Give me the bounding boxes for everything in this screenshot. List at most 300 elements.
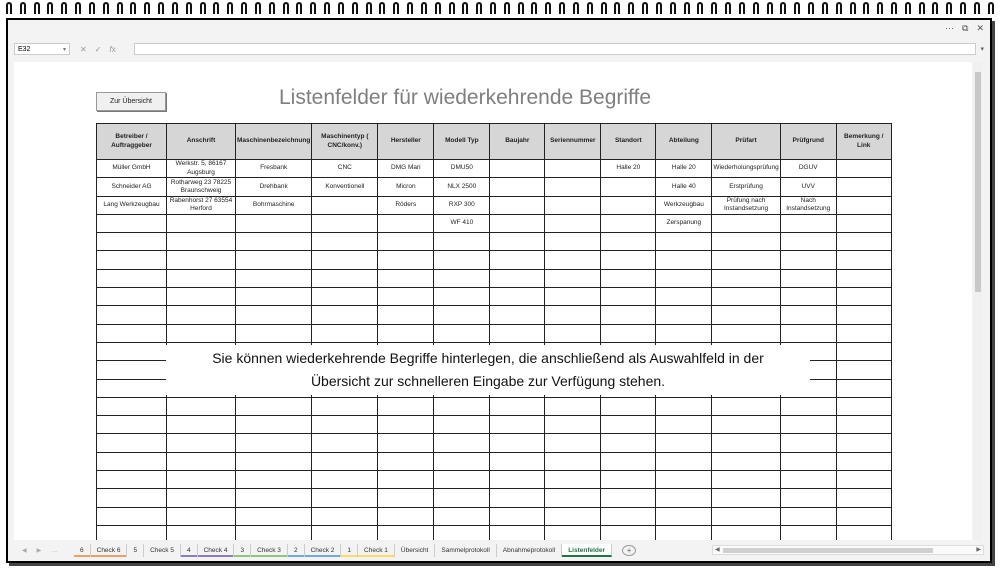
table-cell[interactable] (656, 288, 712, 306)
table-cell[interactable] (490, 525, 545, 540)
table-cell[interactable]: Zerspanung (656, 214, 712, 232)
restore-icon[interactable]: ⧉ (962, 23, 969, 33)
column-header[interactable]: Prüfgrund (780, 124, 836, 160)
table-cell[interactable] (601, 471, 656, 489)
table-cell[interactable] (97, 306, 167, 324)
table-cell[interactable] (167, 306, 236, 324)
table-cell[interactable] (545, 489, 601, 507)
table-cell[interactable] (656, 324, 712, 342)
table-cell[interactable] (545, 233, 601, 251)
table-cell[interactable] (601, 489, 656, 507)
sheet-tab[interactable] (127, 544, 144, 557)
sheet-tab[interactable] (435, 544, 496, 557)
sheet-tab[interactable] (181, 544, 198, 557)
sheet-tab[interactable] (395, 544, 435, 557)
table-cell[interactable] (97, 379, 167, 397)
table-cell[interactable] (434, 471, 490, 489)
table-cell[interactable]: DMU50 (434, 160, 490, 178)
table-cell[interactable] (378, 251, 434, 269)
info-line-1: Sie können wiederkehrende Begriffe hinterlegen, die anschließend als Auswahlfeld in der (212, 350, 764, 366)
table-cell[interactable] (490, 507, 545, 525)
table-cell[interactable]: Rabenhorst 27 63554 Herford (167, 196, 236, 214)
table-cell[interactable]: Fresbank (236, 160, 312, 178)
table-cell[interactable] (836, 397, 891, 415)
table-cell[interactable] (836, 160, 891, 178)
table-cell[interactable] (656, 471, 712, 489)
table-cell[interactable] (97, 525, 167, 540)
table-cell[interactable] (656, 416, 712, 434)
table-cell[interactable] (545, 288, 601, 306)
column-header[interactable]: Bemerkung / Link (836, 124, 891, 160)
table-cell[interactable]: Röders (378, 196, 434, 214)
table-cell[interactable] (97, 214, 167, 232)
table-cell[interactable] (167, 452, 236, 470)
column-header[interactable]: Betreiber / Auftraggeber (97, 124, 167, 160)
table-cell[interactable] (378, 489, 434, 507)
x-icon[interactable]: ✕ (80, 44, 87, 54)
scroll-thumb[interactable] (975, 72, 981, 292)
table-cell[interactable] (97, 342, 167, 360)
table-cell[interactable] (97, 324, 167, 342)
table-cell[interactable] (434, 452, 490, 470)
name-box[interactable] (14, 43, 70, 55)
table-cell[interactable] (97, 288, 167, 306)
table-cell[interactable] (236, 397, 312, 415)
table-cell[interactable] (712, 507, 780, 525)
table-cell[interactable] (167, 251, 236, 269)
vertical-scrollbar[interactable] (974, 62, 982, 540)
table-cell[interactable] (656, 434, 712, 452)
table-cell[interactable] (490, 489, 545, 507)
table-cell[interactable] (545, 306, 601, 324)
table-cell[interactable] (601, 196, 656, 214)
table-cell[interactable] (601, 507, 656, 525)
table-cell[interactable] (97, 434, 167, 452)
table-cell[interactable] (97, 452, 167, 470)
table-cell[interactable] (434, 306, 490, 324)
table-cell[interactable] (545, 452, 601, 470)
sheet-tab[interactable] (562, 544, 612, 557)
horizontal-scrollbar[interactable] (712, 545, 984, 555)
binding-ring (352, 2, 358, 14)
table-cell[interactable] (656, 507, 712, 525)
info-textbox[interactable] (166, 345, 810, 395)
sheet-tab[interactable] (91, 544, 128, 557)
table-cell[interactable] (312, 306, 378, 324)
table-cell[interactable] (656, 525, 712, 540)
table-cell[interactable] (656, 233, 712, 251)
table-cell[interactable] (167, 525, 236, 540)
table-cell[interactable] (712, 214, 780, 232)
table-cell[interactable]: Halle 20 (656, 160, 712, 178)
table-cell[interactable] (836, 525, 891, 540)
table-cell[interactable] (378, 507, 434, 525)
table-cell[interactable] (490, 214, 545, 232)
table-cell[interactable] (236, 269, 312, 287)
table-cell[interactable]: Werkstr. 5, 86167 Augsburg (167, 160, 236, 178)
table-cell[interactable] (601, 397, 656, 415)
column-header[interactable]: Hersteller (378, 124, 434, 160)
table-cell[interactable] (490, 233, 545, 251)
formula-input[interactable] (134, 43, 976, 55)
table-cell[interactable] (490, 434, 545, 452)
expand-formula-icon[interactable]: ▾ (980, 46, 984, 53)
table-cell[interactable] (712, 324, 780, 342)
table-cell[interactable] (712, 233, 780, 251)
table-cell[interactable]: Lang Werkzeugbau (97, 196, 167, 214)
table-cell[interactable] (656, 306, 712, 324)
tab-prev-icon[interactable]: ◀ (22, 548, 27, 554)
table-cell[interactable] (712, 397, 780, 415)
table-cell[interactable] (780, 416, 836, 434)
table-cell[interactable] (780, 288, 836, 306)
column-header[interactable]: Baujahr (490, 124, 545, 160)
table-cell[interactable] (236, 525, 312, 540)
column-header[interactable]: Seriennummer (545, 124, 601, 160)
table-cell[interactable] (601, 416, 656, 434)
table-cell[interactable] (780, 434, 836, 452)
tab-color-stripe (234, 555, 250, 557)
table-cell[interactable] (312, 233, 378, 251)
table-cell[interactable] (836, 324, 891, 342)
table-cell[interactable] (780, 306, 836, 324)
table-cell[interactable]: Rotharweg 23 78225 Braunschweig (167, 178, 236, 196)
table-cell[interactable] (378, 452, 434, 470)
column-header[interactable]: Maschinenbezeichnung (236, 124, 312, 160)
table-cell[interactable] (601, 306, 656, 324)
scroll-right-icon[interactable]: ▶ (976, 547, 981, 553)
table-cell[interactable] (236, 507, 312, 525)
table-cell[interactable]: Prüfung nach Instandsetzung (712, 196, 780, 214)
table-cell[interactable] (378, 471, 434, 489)
table-cell[interactable] (97, 233, 167, 251)
table-cell[interactable] (836, 288, 891, 306)
table-cell[interactable] (836, 489, 891, 507)
table-cell[interactable] (836, 178, 891, 196)
table-cell[interactable] (712, 269, 780, 287)
table-cell[interactable] (601, 233, 656, 251)
table-cell[interactable] (656, 269, 712, 287)
table-cell[interactable] (434, 525, 490, 540)
table-cell[interactable] (167, 214, 236, 232)
binding-ring (725, 2, 731, 14)
table-cell[interactable] (780, 525, 836, 540)
table-cell[interactable]: DGUV (780, 160, 836, 178)
table-cell[interactable] (780, 251, 836, 269)
h-scroll-thumb[interactable] (723, 548, 933, 553)
table-cell[interactable] (545, 397, 601, 415)
table-cell[interactable] (312, 397, 378, 415)
table-cell[interactable] (312, 324, 378, 342)
table-cell[interactable] (836, 306, 891, 324)
table-cell[interactable] (97, 251, 167, 269)
table-cell[interactable] (378, 214, 434, 232)
table-cell[interactable] (601, 269, 656, 287)
table-cell[interactable] (836, 452, 891, 470)
table-cell[interactable] (167, 324, 236, 342)
tab-next-icon[interactable]: ▶ (36, 548, 42, 554)
table-cell[interactable] (780, 214, 836, 232)
table-cell[interactable] (167, 471, 236, 489)
table-cell[interactable] (312, 471, 378, 489)
table-cell[interactable] (780, 269, 836, 287)
sheet-tab[interactable] (234, 544, 251, 557)
table-cell[interactable] (545, 434, 601, 452)
table-cell[interactable]: DMG Mari (378, 160, 434, 178)
table-cell[interactable] (236, 324, 312, 342)
table-cell[interactable] (780, 233, 836, 251)
binding-ring (946, 2, 952, 14)
table-cell[interactable] (434, 251, 490, 269)
table-cell[interactable]: Müller GmbH (97, 160, 167, 178)
table-cell[interactable] (434, 489, 490, 507)
table-cell[interactable] (490, 471, 545, 489)
table-cell[interactable]: RXP 300 (434, 196, 490, 214)
table-cell[interactable] (97, 269, 167, 287)
table-cell[interactable] (434, 269, 490, 287)
table-cell[interactable] (836, 269, 891, 287)
table-cell[interactable] (545, 471, 601, 489)
binding-ring (407, 2, 413, 14)
table-cell[interactable]: Halle 20 (601, 160, 656, 178)
table-cell[interactable] (545, 160, 601, 178)
table-cell[interactable] (490, 196, 545, 214)
table-cell[interactable] (236, 233, 312, 251)
column-header[interactable]: Maschinentyp ( CNC/konv.) (312, 124, 378, 160)
table-cell[interactable] (656, 397, 712, 415)
table-cell[interactable] (378, 525, 434, 540)
table-cell[interactable]: NLX 2500 (434, 178, 490, 196)
table-cell[interactable] (780, 489, 836, 507)
table-cell[interactable]: WF 410 (434, 214, 490, 232)
sheet-tab[interactable] (305, 544, 342, 557)
table-cell[interactable] (712, 288, 780, 306)
table-cell[interactable] (434, 288, 490, 306)
fx-icon[interactable]: fx (109, 44, 116, 54)
table-cell[interactable] (836, 196, 891, 214)
table-cell[interactable] (312, 214, 378, 232)
table-cell[interactable] (434, 397, 490, 415)
table-cell[interactable] (545, 269, 601, 287)
table-cell[interactable] (836, 434, 891, 452)
column-header[interactable]: Anschrift (167, 124, 236, 160)
table-cell[interactable] (601, 214, 656, 232)
sheet-tab[interactable] (497, 544, 562, 557)
column-header[interactable]: Abteilung (656, 124, 712, 160)
table-cell[interactable] (236, 251, 312, 269)
table-cell[interactable] (434, 324, 490, 342)
table-cell[interactable] (378, 269, 434, 287)
table-cell[interactable] (167, 489, 236, 507)
sheet-tab[interactable] (198, 544, 235, 557)
table-cell[interactable] (378, 434, 434, 452)
table-cell[interactable]: Schneider AG (97, 178, 167, 196)
table-cell[interactable] (490, 306, 545, 324)
table-cell[interactable] (545, 196, 601, 214)
table-cell[interactable] (490, 269, 545, 287)
table-cell[interactable] (236, 288, 312, 306)
table-cell[interactable] (97, 416, 167, 434)
table-cell[interactable] (712, 452, 780, 470)
table-cell[interactable] (656, 452, 712, 470)
more-options-icon[interactable]: ··· (945, 23, 955, 33)
table-cell[interactable] (167, 397, 236, 415)
table-cell[interactable]: Halle 40 (656, 178, 712, 196)
table-cell[interactable] (434, 434, 490, 452)
column-header[interactable]: Modell Typ (434, 124, 490, 160)
table-cell[interactable] (490, 288, 545, 306)
table-cell[interactable] (601, 434, 656, 452)
table-cell[interactable] (378, 416, 434, 434)
table-cell[interactable] (167, 269, 236, 287)
table-cell[interactable] (545, 251, 601, 269)
table-cell[interactable] (545, 214, 601, 232)
table-cell[interactable] (97, 361, 167, 379)
table-cell[interactable] (312, 525, 378, 540)
table-cell[interactable] (312, 288, 378, 306)
table-cell[interactable]: Wiederholungsprüfung (712, 160, 780, 178)
sheet-tab[interactable] (251, 544, 288, 557)
table-cell[interactable] (656, 489, 712, 507)
sheet-tab[interactable] (144, 544, 181, 557)
table-cell[interactable] (378, 397, 434, 415)
table-cell[interactable] (780, 507, 836, 525)
table-cell[interactable]: Konventionell (312, 178, 378, 196)
table-cell[interactable] (601, 288, 656, 306)
check-icon[interactable]: ✓ (94, 44, 102, 54)
table-cell[interactable] (712, 434, 780, 452)
table-cell[interactable] (712, 306, 780, 324)
table-cell[interactable] (490, 397, 545, 415)
table-cell[interactable] (836, 214, 891, 232)
table-cell[interactable] (490, 452, 545, 470)
table-cell[interactable] (836, 361, 891, 379)
table-cell[interactable] (312, 507, 378, 525)
table-cell[interactable] (545, 416, 601, 434)
table-cell[interactable] (434, 507, 490, 525)
table-cell[interactable] (434, 233, 490, 251)
table-cell[interactable] (836, 507, 891, 525)
table-cell[interactable] (378, 324, 434, 342)
table-cell[interactable]: Nach Instandsetzung (780, 196, 836, 214)
table-cell[interactable] (312, 452, 378, 470)
table-cell[interactable]: CNC (312, 160, 378, 178)
table-cell[interactable] (780, 452, 836, 470)
table-cell[interactable] (312, 251, 378, 269)
table-cell[interactable] (312, 489, 378, 507)
table-cell[interactable]: Bohrmaschine (236, 196, 312, 214)
table-cell[interactable]: Micron (378, 178, 434, 196)
table-cell[interactable] (167, 434, 236, 452)
table-cell[interactable] (836, 471, 891, 489)
column-header[interactable]: Standort (601, 124, 656, 160)
close-icon[interactable]: ✕ (976, 23, 984, 33)
table-cell[interactable] (490, 178, 545, 196)
table-cell[interactable] (167, 233, 236, 251)
table-row (97, 251, 892, 269)
table-cell[interactable] (97, 397, 167, 415)
table-cell[interactable] (167, 288, 236, 306)
table-cell[interactable] (712, 525, 780, 540)
table-cell[interactable] (236, 214, 312, 232)
table-cell[interactable] (378, 306, 434, 324)
table-cell[interactable] (712, 489, 780, 507)
table-cell[interactable] (434, 416, 490, 434)
table-cell[interactable] (836, 251, 891, 269)
table-cell[interactable] (836, 342, 891, 360)
table-cell[interactable] (545, 178, 601, 196)
table-cell[interactable] (97, 507, 167, 525)
table-cell[interactable] (601, 452, 656, 470)
sheet-tab-label: Check 2 (310, 547, 335, 554)
worksheet[interactable] (14, 62, 972, 540)
table-cell[interactable] (712, 251, 780, 269)
sheet-tab[interactable] (288, 544, 305, 557)
scroll-left-icon[interactable]: ◀ (715, 547, 720, 553)
table-cell[interactable] (312, 416, 378, 434)
table-cell[interactable] (490, 416, 545, 434)
table-cell[interactable] (97, 489, 167, 507)
table-cell[interactable]: Erstprüfung (712, 178, 780, 196)
table-cell[interactable] (378, 288, 434, 306)
table-cell[interactable] (167, 416, 236, 434)
table-cell[interactable] (312, 269, 378, 287)
table-cell[interactable] (545, 507, 601, 525)
table-cell[interactable] (236, 416, 312, 434)
table-cell[interactable]: Werkzeugbau (656, 196, 712, 214)
table-cell[interactable] (236, 434, 312, 452)
sheet-tab[interactable] (74, 544, 91, 557)
table-cell[interactable] (836, 233, 891, 251)
table-cell[interactable] (780, 471, 836, 489)
table-cell[interactable] (167, 507, 236, 525)
table-cell[interactable]: Drehbank (236, 178, 312, 196)
table-cell[interactable] (656, 251, 712, 269)
sheet-tab[interactable] (341, 544, 358, 557)
table-cell[interactable] (601, 525, 656, 540)
table-cell[interactable] (97, 471, 167, 489)
table-cell[interactable] (545, 324, 601, 342)
table-cell[interactable] (312, 196, 378, 214)
table-cell[interactable] (236, 452, 312, 470)
table-cell[interactable] (780, 324, 836, 342)
table-cell[interactable] (601, 251, 656, 269)
table-cell[interactable] (712, 416, 780, 434)
table-cell[interactable] (601, 178, 656, 196)
table-cell[interactable] (236, 306, 312, 324)
table-cell[interactable] (601, 324, 656, 342)
table-cell[interactable] (836, 416, 891, 434)
zur-uebersicht-button[interactable]: Zur Übersicht (96, 92, 166, 111)
column-header[interactable]: Prüfart (712, 124, 780, 160)
tab-more-icon[interactable]: … (51, 547, 58, 554)
table-cell[interactable] (236, 471, 312, 489)
plus-circle-icon[interactable]: + (622, 545, 636, 556)
table-cell[interactable] (378, 233, 434, 251)
chevron-down-icon[interactable]: ▾ (62, 47, 66, 53)
table-cell[interactable] (490, 251, 545, 269)
table-cell[interactable] (545, 525, 601, 540)
table-cell[interactable] (312, 434, 378, 452)
table-cell[interactable]: UVV (780, 178, 836, 196)
sheet-tab[interactable] (358, 544, 395, 557)
table-cell[interactable] (236, 489, 312, 507)
table-cell[interactable] (490, 324, 545, 342)
table-cell[interactable] (836, 379, 891, 397)
table-cell[interactable] (490, 160, 545, 178)
table-cell[interactable] (712, 471, 780, 489)
table-cell[interactable] (780, 397, 836, 415)
